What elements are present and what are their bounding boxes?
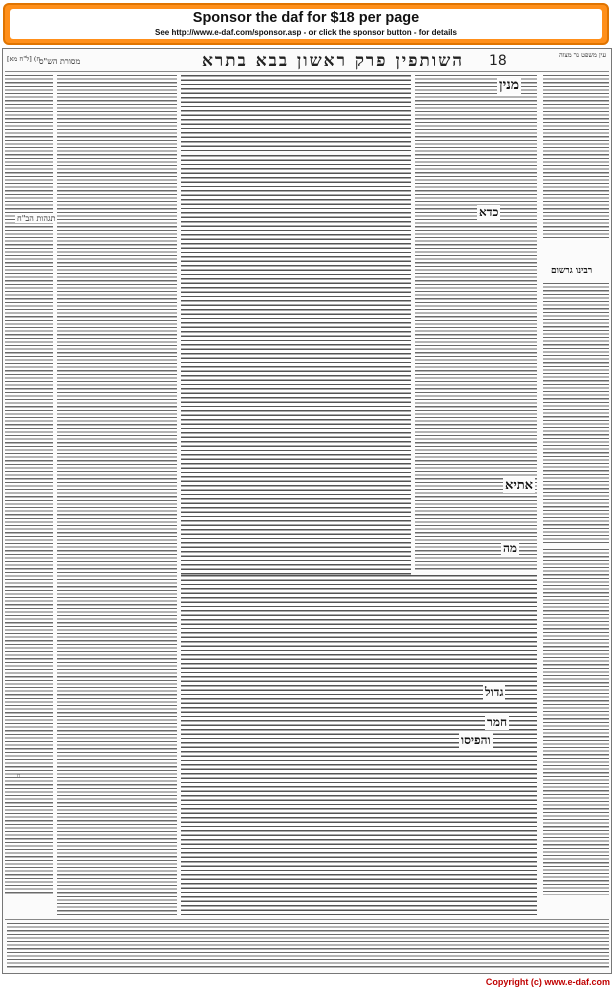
right-reference: עין משפט נר מצוה <box>559 51 606 59</box>
footnote-rule <box>5 919 609 920</box>
rabbeinu-gershom-heading: רבינו גרשום <box>551 266 593 276</box>
mesoret-hashas-column <box>5 75 53 895</box>
page-number: 18 <box>489 53 507 69</box>
hagahot-habach-heading: תגהות הב"ח <box>17 214 56 223</box>
sponsor-banner-inner[interactable] <box>10 9 602 39</box>
header-rule <box>5 71 609 72</box>
sponsor-title: Sponsor the daf for $18 per page <box>192 10 420 26</box>
rashi-dibur: אתיא <box>505 478 534 493</box>
rashi-column <box>415 75 537 571</box>
gemara-column-upper <box>181 155 411 575</box>
left-reference: ח) [ל"ח מא] <box>7 55 41 63</box>
left-column-header: מסורת הש"ס <box>39 57 81 66</box>
gemara-top-block <box>181 75 411 151</box>
rashi-dibur: חמר <box>487 715 508 729</box>
rashi-opening-word: מנין <box>499 77 520 93</box>
rashi-dibur: גדול <box>485 685 504 699</box>
rabbeinu-gershom-column <box>543 283 609 543</box>
rashi-dibur: כדא <box>479 205 499 219</box>
sponsor-banner[interactable] <box>3 3 609 45</box>
rashi-dibur: מה <box>503 541 518 555</box>
rabbeinu-gershom-continued <box>543 549 609 895</box>
ein-mishpat-column <box>543 75 609 240</box>
footnote-strip <box>7 923 609 969</box>
margin-note: ח <box>17 773 21 779</box>
rashi-dibur: והפיסו <box>461 733 491 747</box>
page-title: השותפין פרק ראשון בבא בתרא <box>201 51 465 71</box>
sponsor-subtitle: See http://www.e-daf.com/sponsor.asp - or click the sponsor button - for details <box>155 28 457 37</box>
copyright-notice[interactable]: Copyright (c) www.e-daf.com <box>485 977 610 987</box>
talmud-page <box>2 48 612 974</box>
tosafot-column <box>57 75 177 915</box>
